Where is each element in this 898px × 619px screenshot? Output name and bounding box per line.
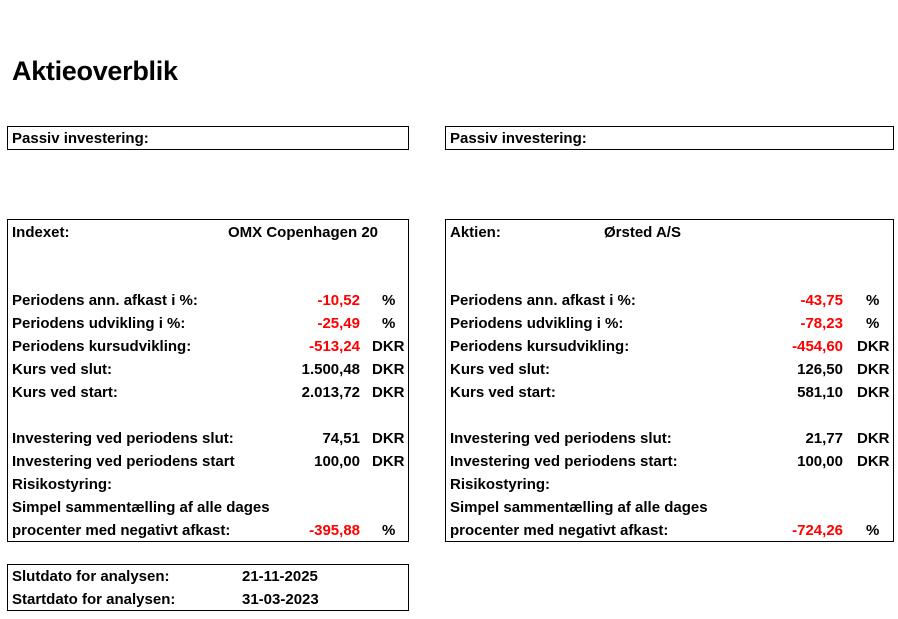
simple-count-label: Simpel sammentælling af alle dages: [12, 499, 270, 516]
negative-return-value: -724,26: [792, 522, 843, 539]
investment-end-value: 74,51: [322, 430, 360, 447]
negative-return-label: procenter med negativt afkast:: [450, 522, 669, 539]
risk-label: Risikostyring:: [12, 476, 113, 493]
ann-return-label: Periodens ann. afkast i %:: [450, 292, 636, 309]
price-end-label: Kurs ved slut:: [12, 361, 113, 378]
simple-count-label: Simpel sammentælling af alle dages: [450, 499, 708, 516]
header-label: Passiv investering:: [450, 130, 587, 147]
investment-end-value: 21,77: [805, 430, 843, 447]
analysis-dates: [7, 564, 409, 611]
investment-start-value: 100,00: [797, 453, 843, 470]
index-panel: [7, 219, 409, 542]
price-development-label: Periodens kursudvikling:: [12, 338, 192, 355]
stock-label: Aktien:: [450, 224, 501, 241]
investment-end-unit: DKR: [857, 430, 890, 447]
price-development-unit: DKR: [372, 338, 405, 355]
price-end-value: 1.500,48: [301, 361, 360, 378]
price-start-value: 2.013,72: [301, 384, 360, 401]
price-development-value: -513,24: [309, 338, 360, 355]
price-start-value: 581,10: [797, 384, 843, 401]
investment-end-unit: DKR: [372, 430, 405, 447]
development-pct-value: -25,49: [317, 315, 360, 332]
investment-start-value: 100,00: [314, 453, 360, 470]
passive-investment-header-right: [445, 126, 894, 150]
price-end-value: 126,50: [797, 361, 843, 378]
passive-investment-header-left: [7, 126, 409, 150]
start-date-label: Startdato for analysen:: [12, 591, 176, 608]
price-end-label: Kurs ved slut:: [450, 361, 551, 378]
page-title: Aktieoverblik: [12, 56, 178, 86]
ann-return-unit: %: [866, 292, 880, 309]
negative-return-label: procenter med negativt afkast:: [12, 522, 231, 539]
investment-end-label: Investering ved periodens slut:: [450, 430, 672, 447]
price-development-unit: DKR: [857, 338, 890, 355]
end-date-value: 21-11-2025: [242, 568, 318, 585]
stock-panel: [445, 219, 894, 542]
stock-name: Ørsted A/S: [604, 224, 681, 241]
investment-start-label: Investering ved periodens start: [12, 453, 235, 470]
price-start-label: Kurs ved start:: [12, 384, 118, 401]
development-pct-unit: %: [382, 315, 396, 332]
ann-return-value: -43,75: [800, 292, 843, 309]
ann-return-value: -10,52: [317, 292, 360, 309]
price-start-unit: DKR: [857, 384, 890, 401]
development-pct-unit: %: [866, 315, 880, 332]
investment-start-label: Investering ved periodens start:: [450, 453, 678, 470]
negative-return-unit: %: [382, 522, 396, 539]
index-name: OMX Copenhagen 20: [228, 224, 379, 241]
price-end-unit: DKR: [857, 361, 890, 378]
index-label: Indexet:: [12, 224, 70, 241]
end-date-label: Slutdato for analysen:: [12, 568, 170, 585]
start-date-value: 31-03-2023: [242, 591, 319, 608]
ann-return-label: Periodens ann. afkast i %:: [12, 292, 198, 309]
investment-start-unit: DKR: [372, 453, 405, 470]
risk-label: Risikostyring:: [450, 476, 551, 493]
development-pct-label: Periodens udvikling i %:: [12, 315, 186, 332]
price-end-unit: DKR: [372, 361, 405, 378]
negative-return-value: -395,88: [309, 522, 360, 539]
development-pct-label: Periodens udvikling i %:: [450, 315, 624, 332]
price-development-value: -454,60: [792, 338, 843, 355]
investment-start-unit: DKR: [857, 453, 890, 470]
negative-return-unit: %: [866, 522, 880, 539]
price-start-label: Kurs ved start:: [450, 384, 556, 401]
header-label: Passiv investering:: [12, 130, 149, 147]
investment-end-label: Investering ved periodens slut:: [12, 430, 234, 447]
price-start-unit: DKR: [372, 384, 405, 401]
ann-return-unit: %: [382, 292, 396, 309]
development-pct-value: -78,23: [800, 315, 843, 332]
price-development-label: Periodens kursudvikling:: [450, 338, 630, 355]
